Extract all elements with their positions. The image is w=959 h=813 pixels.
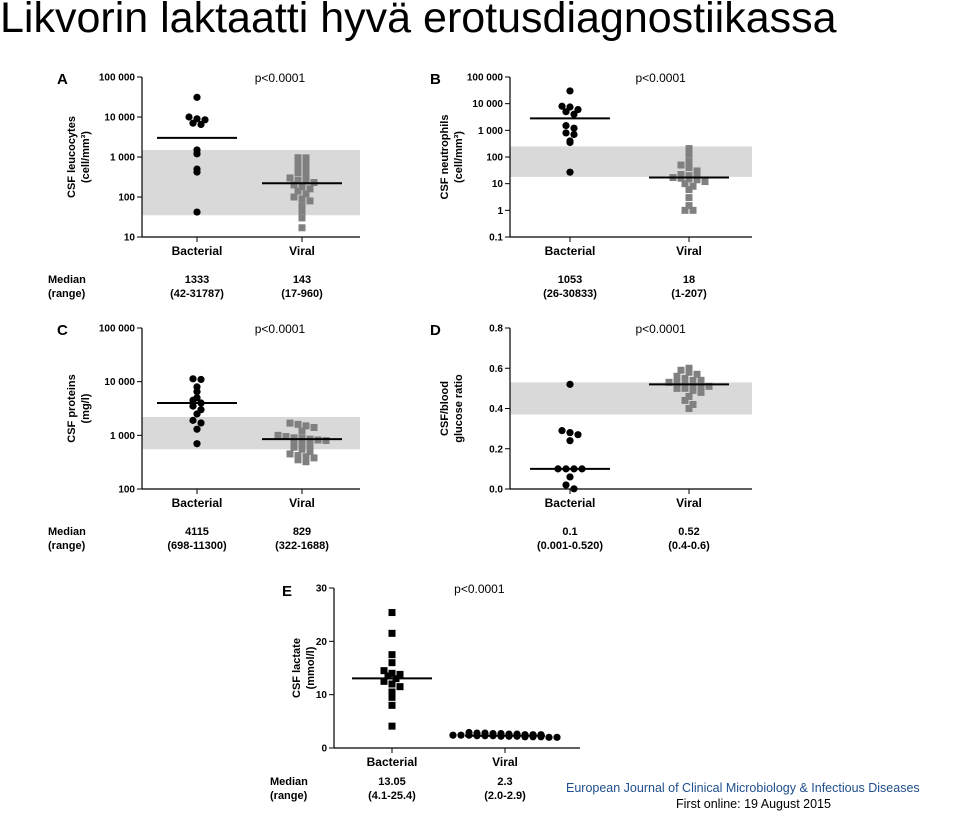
y-axis-label: CSF neutrophils — [439, 114, 451, 200]
y-axis-label: (cell/mm³) — [80, 131, 92, 183]
reference-band — [510, 382, 752, 414]
category-label: Viral — [289, 496, 315, 510]
data-point — [389, 681, 396, 688]
y-tick-label: 0.4 — [489, 404, 503, 415]
data-point — [303, 161, 310, 168]
data-point — [299, 224, 306, 231]
y-axis-label: (mmol/l) — [305, 646, 317, 690]
category-label: Viral — [676, 496, 702, 510]
data-point — [674, 385, 681, 392]
summary-median: 18 — [682, 274, 696, 286]
slide-title: Likvorin laktaatti hyvä erotusdiagnostiikassa — [0, 0, 837, 42]
y-tick-label: 0 — [321, 743, 327, 755]
data-point — [303, 154, 310, 161]
category-label: Viral — [289, 244, 315, 258]
data-point — [529, 733, 536, 740]
data-point — [299, 207, 306, 214]
data-point — [287, 420, 294, 427]
y-axis-label: (mg/l) — [80, 393, 92, 424]
data-point — [678, 367, 685, 374]
source-link[interactable]: European Journal of Clinical Microbiology & Infectious Diseases — [566, 781, 920, 795]
summary-median: 143 — [292, 274, 312, 286]
data-point — [562, 129, 569, 136]
data-point — [566, 437, 573, 444]
y-tick-label: 0.1 — [489, 232, 503, 244]
data-point — [570, 131, 577, 138]
category-label: Bacterial — [544, 496, 596, 510]
data-point — [193, 426, 200, 433]
publication-date: First online: 19 August 2015 — [676, 797, 831, 811]
reference-band — [142, 417, 360, 449]
y-tick-label: 100 — [118, 484, 135, 496]
y-tick-label: 10 000 — [472, 99, 503, 111]
data-point — [682, 375, 689, 382]
summary-range: (17-960) — [281, 288, 323, 300]
y-tick-label: 1 000 — [477, 125, 503, 137]
data-point — [449, 732, 456, 739]
y-tick-label: 100 000 — [98, 72, 135, 84]
data-point — [299, 214, 306, 221]
y-axis-label: glucose ratio — [453, 374, 465, 443]
data-point — [521, 733, 528, 740]
y-tick-label: 10 000 — [104, 112, 135, 124]
y-axis-label: CSF leucocytes — [66, 116, 78, 198]
data-point — [299, 446, 306, 453]
data-point — [570, 111, 577, 118]
data-point — [686, 194, 693, 201]
data-point — [291, 194, 298, 201]
y-tick-label: 10 — [123, 232, 135, 244]
y-tick-label: 1 000 — [109, 430, 135, 442]
data-point — [295, 169, 302, 176]
category-label: Bacterial — [171, 496, 223, 510]
summary-range: (322-1688) — [275, 540, 329, 552]
y-tick-label: 0.0 — [489, 484, 503, 496]
data-point — [311, 454, 318, 461]
data-point — [291, 444, 298, 451]
data-point — [690, 387, 697, 394]
summary-median: 829 — [292, 526, 312, 538]
summary-range: (0.4-0.6) — [668, 540, 710, 552]
data-point — [686, 369, 693, 376]
data-point — [299, 195, 306, 202]
panel-letter: D — [430, 322, 441, 339]
data-point — [674, 373, 681, 380]
data-point — [566, 87, 573, 94]
data-point — [389, 723, 396, 730]
data-point — [686, 164, 693, 171]
data-point — [570, 125, 577, 132]
data-point — [698, 377, 705, 384]
y-tick-label: 10 — [491, 179, 503, 191]
summary-median: 1333 — [184, 274, 210, 286]
summary-median: 1053 — [557, 274, 583, 286]
data-point — [275, 432, 282, 439]
summary-median: 0.1 — [562, 526, 578, 538]
panel-c — [48, 322, 360, 552]
panel-letter: E — [282, 583, 293, 600]
panel-letter: A — [57, 71, 68, 88]
summary-label: (range) — [48, 288, 86, 300]
summary-range: (26-30833) — [543, 288, 597, 300]
panel-letter: B — [430, 71, 441, 88]
data-point — [686, 405, 693, 412]
y-tick-label: 100 — [486, 152, 503, 164]
data-point — [682, 385, 689, 392]
data-point — [311, 424, 318, 431]
data-point — [389, 659, 396, 666]
summary-range: (698-11300) — [167, 540, 227, 552]
data-point — [189, 120, 196, 127]
summary-label: Median — [270, 776, 308, 788]
data-point — [566, 169, 573, 176]
category-label: Bacterial — [171, 244, 223, 258]
summary-median: 2.3 — [497, 776, 513, 788]
data-point — [537, 733, 544, 740]
data-point — [287, 450, 294, 457]
data-point — [570, 485, 577, 492]
reference-band — [510, 146, 752, 176]
p-value: p<0.0001 — [454, 582, 505, 596]
data-point — [193, 168, 200, 175]
data-point — [397, 683, 404, 690]
data-point — [189, 375, 196, 382]
data-point — [193, 410, 200, 417]
summary-range: (0.001-0.520) — [536, 540, 604, 552]
data-point — [299, 428, 306, 435]
y-tick-label: 1 000 — [109, 152, 135, 164]
y-tick-label: 100 000 — [98, 323, 135, 335]
data-point — [295, 421, 302, 428]
data-point — [389, 702, 396, 709]
y-tick-label: 10 000 — [104, 377, 135, 389]
y-tick-label: 1 — [497, 205, 503, 217]
data-point — [566, 139, 573, 146]
data-point — [189, 417, 196, 424]
summary-range: (2.0-2.9) — [484, 790, 526, 802]
category-label: Bacterial — [366, 755, 418, 769]
data-point — [197, 419, 204, 426]
data-point — [193, 208, 200, 215]
data-point — [193, 94, 200, 101]
panel-letter: C — [57, 322, 68, 339]
category-label: Viral — [676, 244, 702, 258]
data-point — [686, 150, 693, 157]
summary-median: 0.52 — [678, 526, 700, 538]
y-axis-label: CSF lactate — [291, 638, 303, 698]
data-point — [307, 442, 314, 449]
y-tick-label: 0.6 — [489, 363, 503, 375]
panel-d — [430, 322, 752, 552]
data-point — [185, 113, 192, 120]
data-point — [566, 473, 573, 480]
summary-range: (42-31787) — [170, 288, 224, 300]
summary-label: Median — [48, 526, 86, 538]
y-axis-label: (cell/mm³) — [453, 131, 465, 183]
data-point — [686, 186, 693, 193]
summary-median: 13.05 — [378, 776, 406, 788]
data-point — [197, 376, 204, 383]
summary-label: (range) — [270, 790, 308, 802]
data-point — [682, 397, 689, 404]
data-point — [682, 207, 689, 214]
data-point — [389, 630, 396, 637]
data-point — [197, 121, 204, 128]
data-point — [698, 389, 705, 396]
y-tick-label: 100 — [118, 192, 135, 204]
y-tick-label: 30 — [315, 583, 327, 595]
y-tick-label: 20 — [315, 636, 327, 648]
data-point — [389, 694, 396, 701]
y-tick-label: 100 000 — [466, 72, 503, 84]
data-point — [574, 431, 581, 438]
summary-label: Median — [48, 274, 86, 286]
p-value: p<0.0001 — [635, 71, 686, 85]
y-tick-label: 0.8 — [489, 323, 503, 335]
data-point — [562, 122, 569, 129]
data-point — [562, 481, 569, 488]
y-axis-label: CSF/blood — [439, 381, 451, 436]
category-label: Viral — [492, 755, 518, 769]
data-point — [295, 456, 302, 463]
data-point — [702, 178, 709, 185]
data-point — [690, 207, 697, 214]
data-point — [193, 150, 200, 157]
p-value: p<0.0001 — [254, 322, 306, 336]
data-point — [566, 429, 573, 436]
summary-label: (range) — [48, 540, 86, 552]
summary-median: 4115 — [185, 526, 209, 538]
data-point — [686, 158, 693, 165]
y-tick-label: 10 — [315, 690, 327, 702]
p-value: p<0.0001 — [635, 322, 686, 336]
data-point — [678, 162, 685, 169]
y-axis-label: CSF proteins — [66, 374, 78, 443]
data-point — [323, 437, 330, 444]
category-label: Bacterial — [544, 244, 596, 258]
p-value: p<0.0001 — [254, 71, 306, 85]
data-point — [287, 174, 294, 181]
data-point — [562, 108, 569, 115]
summary-range: (4.1-25.4) — [368, 790, 416, 802]
data-point — [545, 734, 552, 741]
y-tick-label: 0.2 — [489, 444, 503, 456]
data-point — [307, 197, 314, 204]
data-point — [389, 609, 396, 616]
summary-range: (1-207) — [671, 288, 707, 300]
data-point — [303, 458, 310, 465]
panel-e — [270, 582, 580, 802]
data-point — [566, 381, 573, 388]
data-point — [558, 427, 565, 434]
data-point — [457, 732, 464, 739]
data-point — [389, 651, 396, 658]
panel-a — [48, 71, 360, 300]
data-point — [694, 371, 701, 378]
data-point — [193, 440, 200, 447]
data-point — [553, 734, 560, 741]
panel-b — [430, 71, 752, 300]
